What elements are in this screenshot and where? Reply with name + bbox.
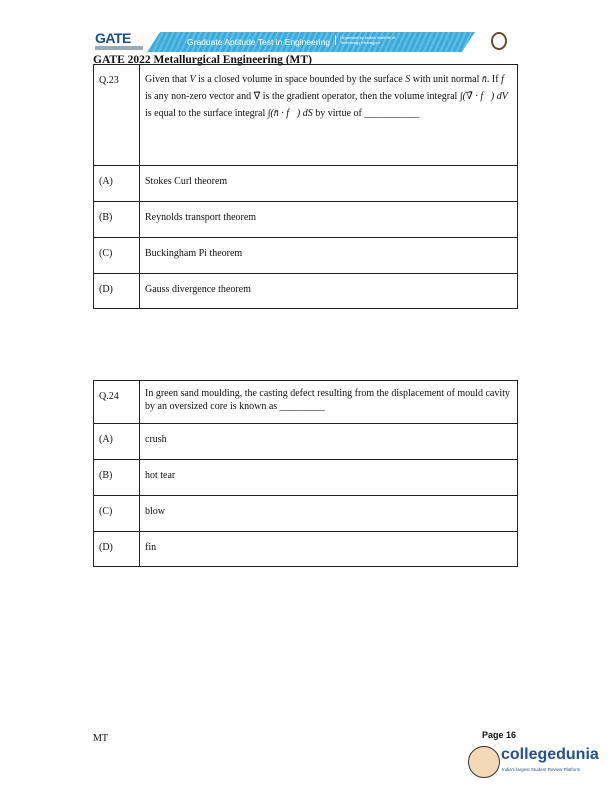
question-number: Q.24 xyxy=(94,381,140,424)
organizer-text: Organised by Indian Institute of Technology Kharagpur xyxy=(335,35,410,45)
brand-tagline: India's largest Student Review Platform xyxy=(502,767,581,772)
option-text: Gauss divergence theorem xyxy=(140,274,518,309)
question-number: Q.23 xyxy=(94,65,140,166)
header-banner xyxy=(95,30,515,54)
option-label: (D) xyxy=(94,532,140,567)
collegedunia-logo xyxy=(468,740,612,785)
option-label: (B) xyxy=(94,460,140,496)
option-label: (C) xyxy=(94,496,140,532)
mascot-icon xyxy=(468,746,500,778)
question-text: Given that V is a closed volume in space bounded by the surface S with unit normal n̄. If f⃗ is any non-zero vector and ∇̄ is the gradient operator, then the volume integral ∫(∇̄ · f⃗) dV is equal to the surface integral ∫(n̄ · f⃗) dS by virtue of ___________ xyxy=(140,65,518,166)
option-text: fin xyxy=(140,532,518,567)
option-text: Buckingham Pi theorem xyxy=(140,238,518,274)
page-number: Page 16 xyxy=(482,730,517,740)
option-text: hot tear xyxy=(140,460,518,496)
question-text: In green sand moulding, the casting defect resulting from the displacement of mould cavity by an oversized core is known as _________ xyxy=(140,381,518,424)
banner-text: Graduate Aptitude Test in Engineering xyxy=(187,37,331,47)
option-label: (C) xyxy=(94,238,140,274)
option-label: (A) xyxy=(94,424,140,460)
option-text: Stokes Curl theorem xyxy=(140,166,518,202)
iit-emblem-icon xyxy=(491,32,507,50)
brand-name: collegedunia xyxy=(501,746,599,763)
option-label: (D) xyxy=(94,274,140,309)
option-text: blow xyxy=(140,496,518,532)
question-table-24 xyxy=(93,380,518,567)
option-label: (A) xyxy=(94,166,140,202)
option-text: crush xyxy=(140,424,518,460)
gate-logo: GATE xyxy=(95,30,131,46)
option-label: (B) xyxy=(94,202,140,238)
page-title: GATE 2022 Metallurgical Engineering (MT) xyxy=(93,54,312,66)
option-text: Reynolds transport theorem xyxy=(140,202,518,238)
gate-logo-underline xyxy=(95,46,143,50)
footer-code: MT xyxy=(93,733,108,744)
question-table-23 xyxy=(93,64,518,309)
